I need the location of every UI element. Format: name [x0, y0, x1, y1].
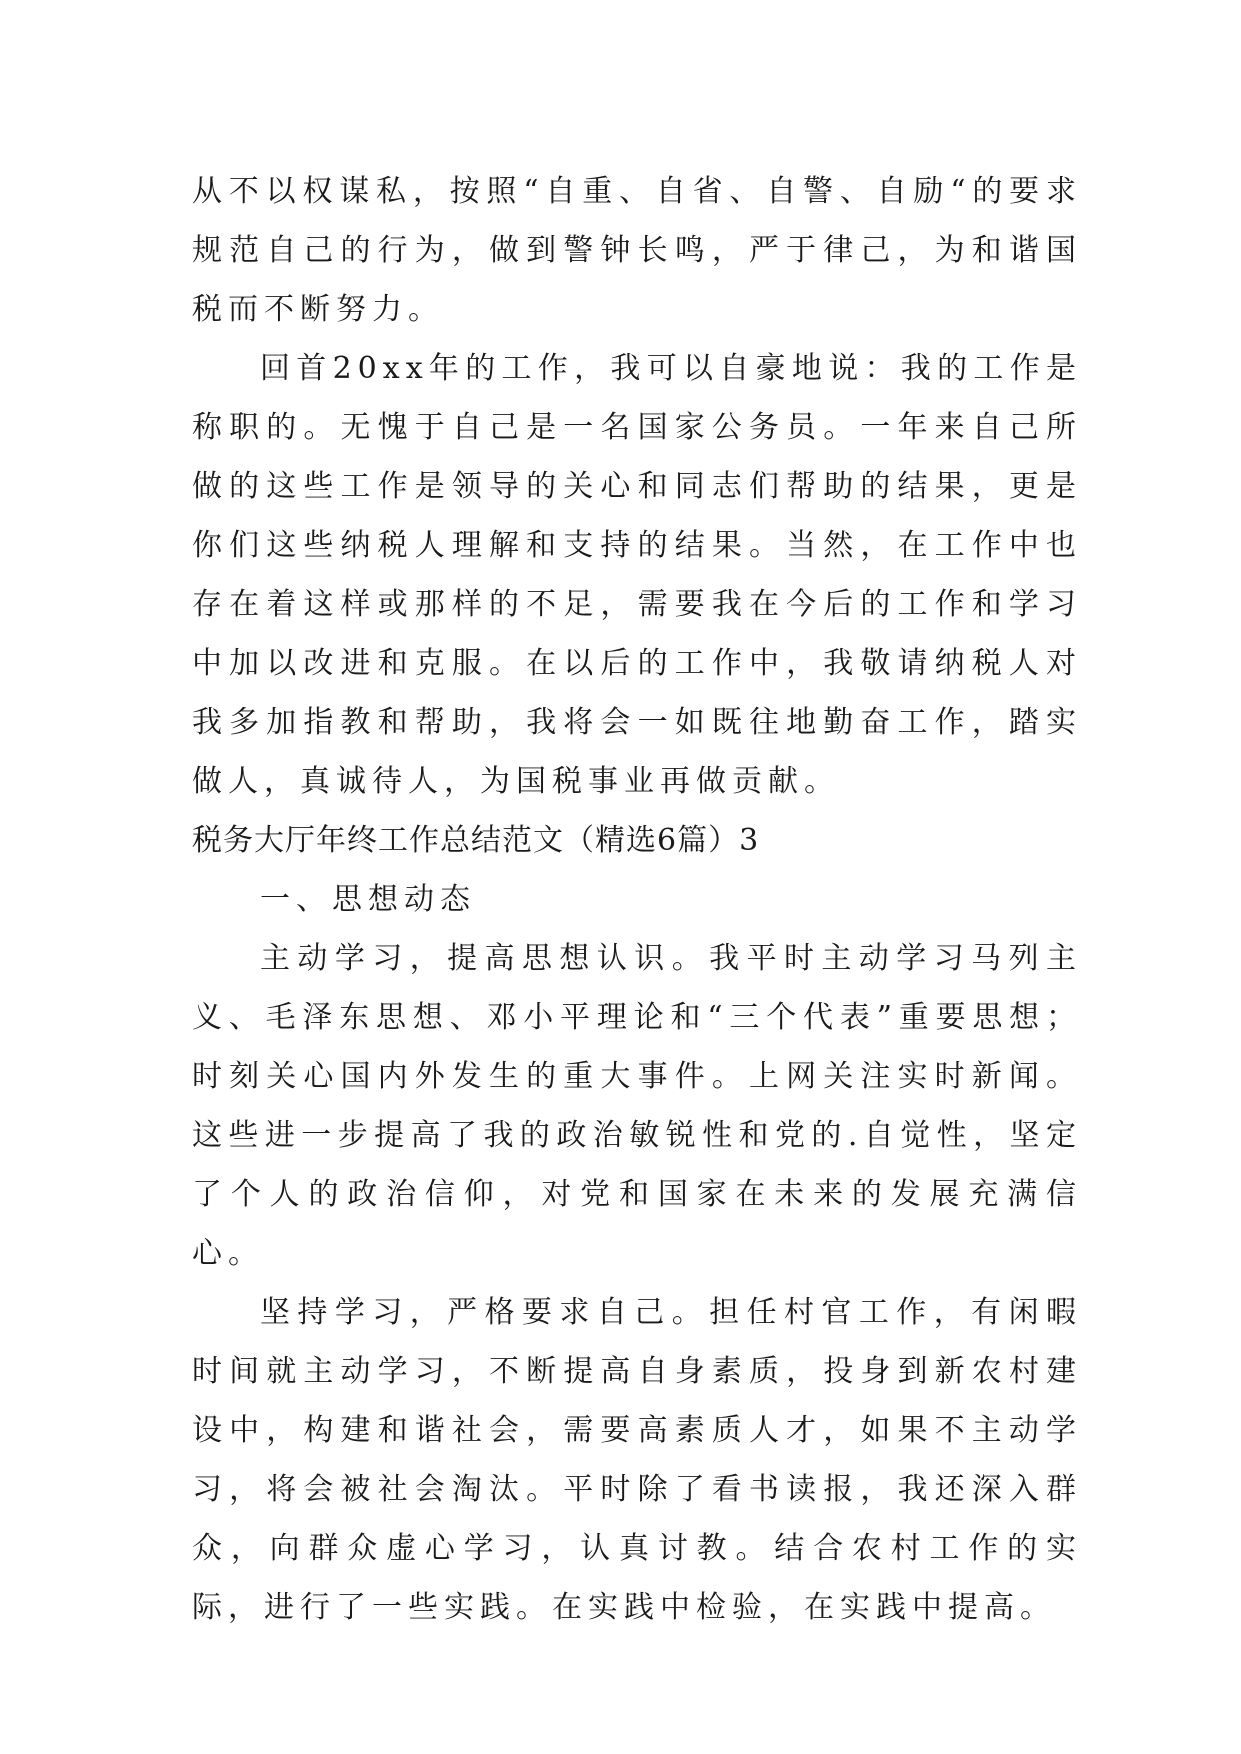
- paragraph-continuation: 从不以权谋私，按照“自重、自省、自警、自励“的要求规范自己的行为，做到警钟长鸣，严于律己，为和谐国税而不断努力。: [192, 174, 1082, 327]
- paragraph-review: 回首20xx年的工作，我可以自豪地说：我的工作是称职的。无愧于自己是一名国家公务员。一年来自己所做的这些工作是领导的关心和同志们帮助的结果，更是你们这些纳税人理解和支持的结果。当然，在工作中也存在着这样或那样的不足，需要我在今后的工作和学习中加以改进和克服。在以后的工作中，我敬请纳税人对我多加指教和帮助，我将会一如既往地勤奋工作，踏实做人，真诚待人，为国税事业再做贡献。: [192, 351, 1082, 799]
- paragraph-study: 主动学习，提高思想认识。我平时主动学习马列主义、毛泽东思想、邓小平理论和“三个代表”重要思想；时刻关心国内外发生的重大事件。上网关注实时新闻。这些进一步提高了我的政治敏锐性和党的.自觉性，坚定了个人的政治信仰，对党和国家在未来的发展充满信心。: [192, 941, 1082, 1271]
- document-body: [192, 162, 1082, 1637]
- paragraph-persist: 坚持学习，严格要求自己。担任村官工作，有闲暇时间就主动学习，不断提高自身素质，投身到新农村建设中，构建和谐社会，需要高素质人才，如果不主动学习，将会被社会淘汰。平时除了看书读报，我还深入群众，向群众虚心学习，认真讨教。结合农村工作的实际，进行了一些实践。在实践中检验，在实践中提高。: [192, 1295, 1082, 1625]
- article-title: 税务大厅年终工作总结范文（精选6篇）3: [192, 823, 760, 858]
- section-heading: 一、思想动态: [260, 882, 476, 917]
